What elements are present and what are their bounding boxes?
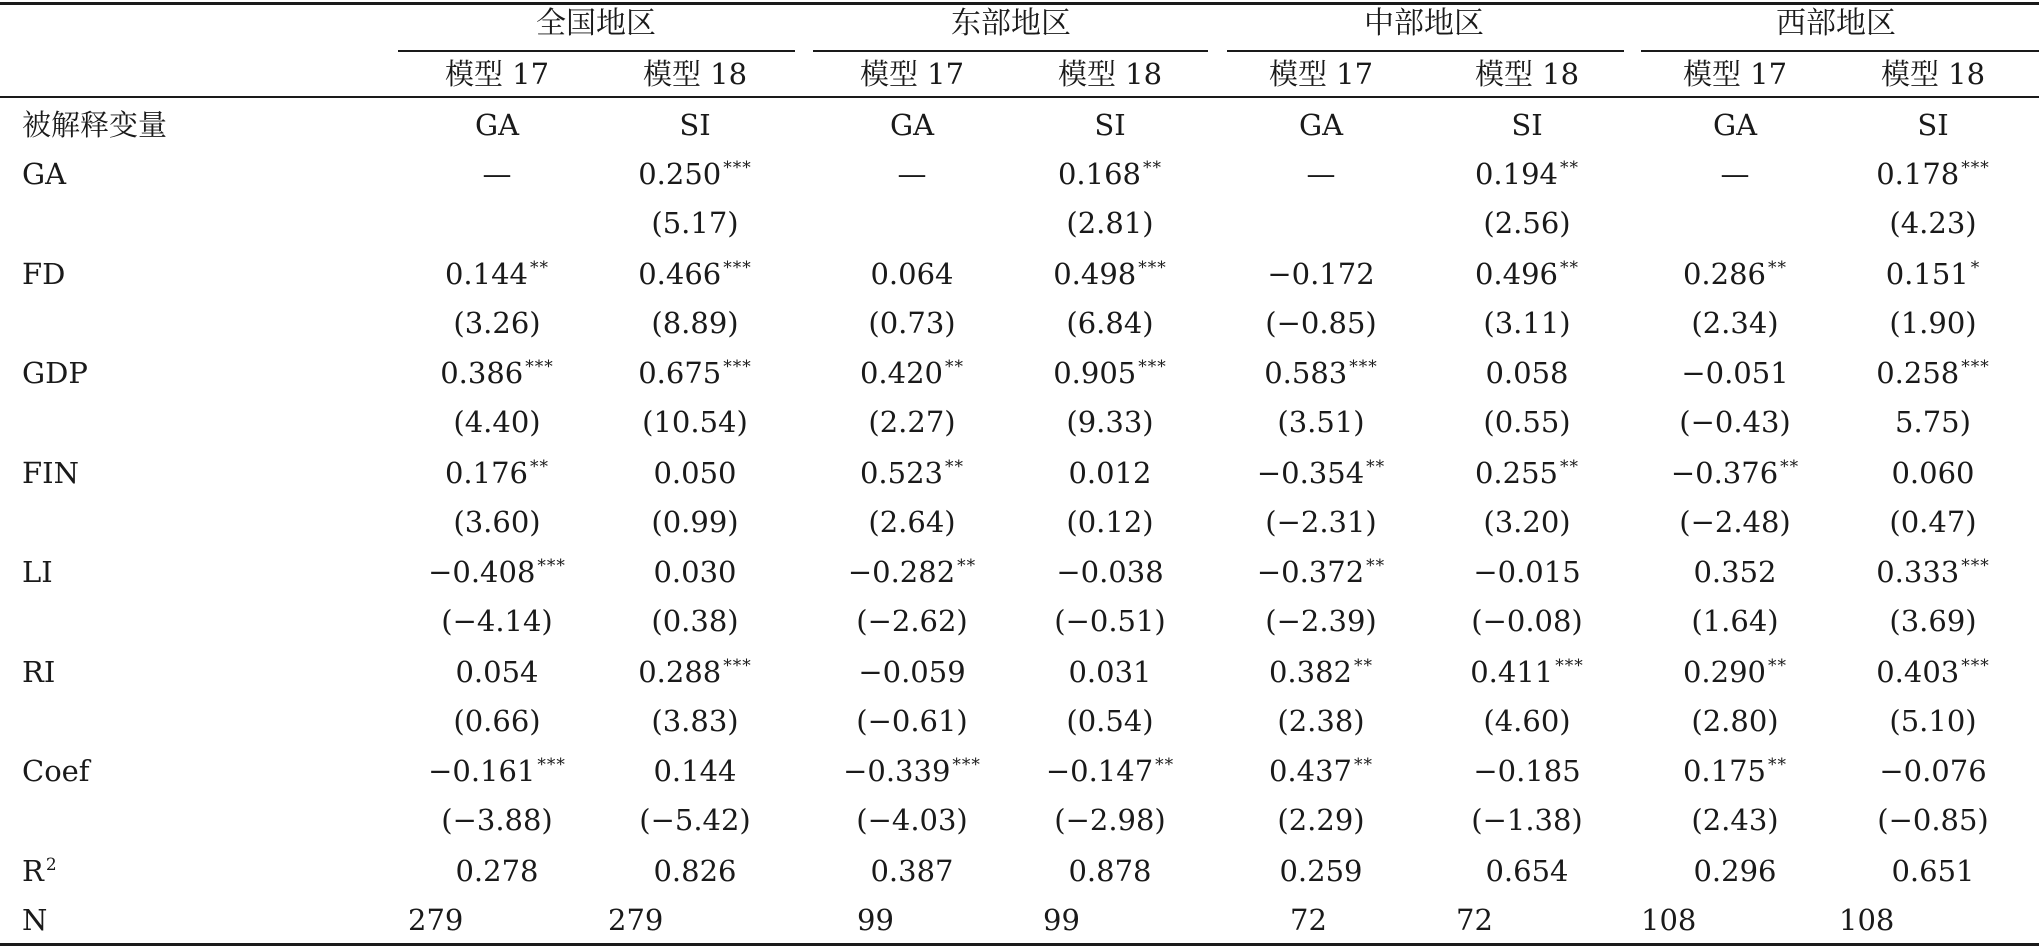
- n-value: 72: [1456, 903, 1493, 937]
- t-stat-cell: (−2.48): [1679, 504, 1791, 539]
- t-stat-cell: (2.81): [1066, 206, 1154, 240]
- dep-var-value: GA: [889, 108, 935, 142]
- n-value: 72: [1290, 903, 1327, 937]
- region-header: 中部地区: [1364, 6, 1484, 41]
- r2-value: 0.296: [1693, 854, 1777, 888]
- significance-stars: **: [1354, 655, 1374, 676]
- t-stat-cell: (3.26): [453, 305, 541, 340]
- coef-value: 0.288: [638, 654, 722, 689]
- t-stat-cell: (3.83): [651, 703, 739, 738]
- significance-stars: ***: [1555, 655, 1584, 676]
- t-stat-cell: (5.10): [1889, 703, 1977, 738]
- coef-value: 0.050: [653, 455, 737, 490]
- coef-value: 0.255: [1474, 455, 1559, 490]
- t-stat-cell: (0.12): [1066, 504, 1154, 539]
- significance-stars: **: [957, 556, 977, 577]
- coef-value: 0.386: [440, 356, 524, 390]
- coef-cell: [1693, 554, 1776, 590]
- t-stat-cell: (−4.03): [856, 803, 968, 837]
- coef-cell: [1056, 554, 1163, 590]
- significance-stars: ***: [537, 755, 566, 776]
- coef-value: −0.185: [1473, 754, 1581, 788]
- coef-cell: [1876, 654, 1990, 690]
- coef-value: 0.151: [1885, 256, 1969, 291]
- coef-value: 0.175: [1682, 754, 1767, 788]
- t-stat-cell: (0.38): [651, 604, 739, 638]
- coef-cell: [1264, 355, 1378, 391]
- coef-value: 0.168: [1057, 157, 1142, 191]
- coef-value: −0.076: [1879, 754, 1987, 788]
- coef-cell: [1475, 455, 1579, 491]
- t-stat-cell: (2.38): [1277, 703, 1365, 738]
- coef-cell: [1891, 455, 1974, 491]
- r2-value: 0.651: [1891, 854, 1975, 888]
- t-stat-cell: (0.66): [453, 703, 541, 738]
- t-stat-cell: (−4.14): [441, 604, 553, 638]
- t-stat-cell: (4.40): [453, 405, 541, 439]
- coef-value: 0.382: [1268, 654, 1353, 689]
- model-header: 模型 17: [1268, 57, 1374, 91]
- significance-stars: **: [1354, 755, 1374, 776]
- coef-cell: [428, 554, 566, 590]
- coef-cell: [1068, 455, 1151, 491]
- coef-cell: [1876, 554, 1990, 590]
- t-stat-cell: (1.90): [1889, 305, 1977, 340]
- coef-cell: [1683, 753, 1787, 789]
- n-value: 108: [1839, 903, 1895, 937]
- significance-stars: ***: [1961, 556, 1990, 577]
- coef-value: 0.411: [1470, 654, 1554, 689]
- dep-var-value: SI: [1917, 108, 1949, 142]
- significance-stars: **: [530, 456, 550, 477]
- coef-value: 0.178: [1876, 157, 1960, 191]
- t-stat-cell: (−2.62): [856, 604, 968, 638]
- t-stat-cell: (4.60): [1483, 703, 1571, 738]
- n-value: 279: [608, 903, 664, 937]
- model-header: 模型 18: [1474, 57, 1580, 91]
- significance-stars: ***: [537, 556, 566, 577]
- coef-cell: [1879, 753, 1986, 789]
- t-stat-cell: (0.73): [868, 305, 956, 340]
- coef-value: −0.376: [1670, 455, 1779, 490]
- coef-value: 0.258: [1876, 356, 1960, 390]
- significance-stars: **: [1366, 556, 1386, 577]
- significance-stars: **: [1143, 158, 1163, 179]
- coef-value: —: [1306, 157, 1336, 191]
- t-stat-cell: (−0.85): [1265, 305, 1377, 340]
- coef-cell: [638, 156, 752, 192]
- dep-var-value: GA: [1298, 108, 1344, 142]
- significance-stars: **: [1780, 456, 1800, 477]
- coef-value: 0.437: [1268, 754, 1353, 788]
- region-header: 全国地区: [536, 6, 656, 41]
- coef-value: 0.060: [1891, 455, 1975, 490]
- region-header: 东部地区: [951, 6, 1071, 41]
- coef-cell: [1257, 455, 1385, 491]
- region-rule: [398, 50, 795, 52]
- coef-cell: [860, 455, 964, 491]
- coef-value: 0.064: [870, 256, 954, 291]
- coef-value: 0.403: [1876, 654, 1960, 689]
- coef-cell: [1267, 256, 1374, 292]
- t-stat-cell: (−0.61): [856, 703, 968, 738]
- t-stat-cell: (4.23): [1889, 206, 1977, 240]
- model-header: 模型 18: [1880, 57, 1986, 91]
- model-header: 模型 17: [859, 57, 965, 91]
- coef-cell: [870, 256, 953, 292]
- significance-stars: **: [1560, 456, 1580, 477]
- significance-stars: **: [1366, 456, 1386, 477]
- coef-cell: [1683, 654, 1787, 690]
- r2-value: 0.878: [1068, 854, 1152, 888]
- coef-cell: [1068, 654, 1151, 690]
- significance-stars: ***: [1961, 357, 1990, 378]
- coef-cell: [1058, 156, 1162, 192]
- significance-stars: ***: [723, 158, 752, 179]
- dep-var-value: GA: [1712, 108, 1758, 142]
- coef-value: −0.172: [1267, 256, 1375, 291]
- coef-value: −0.015: [1473, 555, 1581, 589]
- t-stat-cell: (5.17): [651, 206, 739, 240]
- significance-stars: ***: [1961, 158, 1990, 179]
- coef-value: −0.282: [847, 555, 956, 589]
- region-rule: [813, 50, 1208, 52]
- t-stat-cell: (−2.39): [1265, 604, 1377, 638]
- t-stat-cell: (−0.51): [1054, 604, 1166, 638]
- coef-cell: [1257, 554, 1385, 590]
- dep-var-value: SI: [679, 108, 711, 142]
- coef-value: 0.250: [638, 157, 722, 191]
- t-stat-cell: (2.56): [1483, 206, 1571, 240]
- coef-cell: [1475, 256, 1579, 292]
- coef-value: −0.059: [858, 654, 966, 689]
- coef-value: −0.354: [1256, 455, 1365, 490]
- t-stat-cell: (6.84): [1066, 305, 1154, 340]
- region-rule: [1227, 50, 1624, 52]
- t-stat-cell: (0.54): [1066, 703, 1154, 738]
- t-stat-cell: (3.51): [1277, 405, 1365, 439]
- t-stat-cell: (3.20): [1483, 504, 1571, 539]
- t-stat-cell: (2.34): [1691, 305, 1779, 340]
- coef-value: 0.058: [1485, 356, 1569, 390]
- coef-value: 0.176: [444, 455, 529, 490]
- coef-value: —: [1720, 157, 1750, 191]
- r2-value: 0.387: [870, 854, 954, 888]
- coef-value: 0.466: [638, 256, 722, 291]
- model-header: 模型 17: [1682, 57, 1788, 91]
- significance-stars: ***: [952, 755, 981, 776]
- model-header: 模型 18: [642, 57, 748, 91]
- coef-value: −0.339: [843, 754, 951, 788]
- row-label: FD: [22, 256, 66, 291]
- t-stat-cell: (2.43): [1691, 803, 1779, 837]
- coef-cell: [440, 355, 554, 391]
- coef-value: 0.420: [859, 356, 944, 390]
- n-value: 108: [1641, 903, 1697, 937]
- bottom-rule: [0, 943, 2039, 946]
- coef-cell: [860, 355, 964, 391]
- significance-stars: ***: [525, 357, 554, 378]
- row-label: RI: [22, 654, 56, 689]
- significance-stars: ***: [1138, 257, 1167, 278]
- t-stat-cell: (10.54): [642, 405, 748, 439]
- coef-value: 0.583: [1264, 356, 1348, 390]
- coef-value: −0.051: [1681, 356, 1789, 390]
- significance-stars: **: [945, 357, 965, 378]
- coef-value: 0.290: [1682, 654, 1767, 689]
- coef-cell: [653, 455, 736, 491]
- significance-stars: ***: [723, 357, 752, 378]
- t-stat-cell: (2.64): [868, 504, 956, 539]
- t-stat-cell: (−1.38): [1471, 803, 1583, 837]
- r2-value: 0.259: [1279, 854, 1363, 888]
- row-label: GA: [22, 157, 67, 191]
- model-header: 模型 17: [444, 57, 550, 91]
- coef-value: −0.372: [1256, 555, 1365, 589]
- coef-cell: [428, 753, 566, 789]
- r2-value: 0.654: [1485, 854, 1569, 888]
- t-stat-cell: (3.60): [453, 504, 541, 539]
- coef-cell: [638, 355, 752, 391]
- row-label: GDP: [22, 356, 88, 390]
- t-stat-cell: (3.69): [1889, 604, 1977, 638]
- t-stat-cell: (−0.08): [1471, 604, 1583, 638]
- coef-cell: [898, 156, 927, 192]
- t-stat-cell: 5.75): [1895, 405, 1971, 439]
- coef-cell: [1269, 654, 1373, 690]
- coef-value: —: [482, 157, 512, 191]
- coef-cell: [848, 554, 976, 590]
- coef-cell: [638, 654, 752, 690]
- coef-cell: [638, 256, 752, 292]
- coef-value: 0.496: [1474, 256, 1559, 291]
- coef-cell: [1470, 654, 1584, 690]
- t-stat-cell: (0.99): [651, 504, 739, 539]
- region-rule: [1641, 50, 2039, 52]
- r2-value: 0.278: [455, 854, 539, 888]
- coef-cell: [1671, 455, 1799, 491]
- coef-cell: [1053, 355, 1167, 391]
- t-stat-cell: (9.33): [1066, 405, 1154, 439]
- significance-stars: ***: [1349, 357, 1378, 378]
- region-header: 西部地区: [1776, 6, 1896, 41]
- t-stat-cell: (−3.88): [441, 803, 553, 837]
- t-stat-cell: (−2.31): [1265, 504, 1377, 539]
- coef-value: 0.031: [1068, 654, 1152, 689]
- dep-var-value: SI: [1511, 108, 1543, 142]
- n-value: 99: [857, 903, 894, 937]
- significance-stars: **: [530, 257, 550, 278]
- header-rule: [0, 96, 2039, 98]
- coef-cell: [843, 753, 981, 789]
- top-rule: [0, 2, 2039, 5]
- coef-value: −0.161: [428, 754, 536, 788]
- coef-cell: [1473, 554, 1580, 590]
- dep-var-value: GA: [474, 108, 520, 142]
- coef-cell: [445, 256, 549, 292]
- row-label: LI: [22, 555, 53, 589]
- r2-letter: R: [22, 854, 44, 888]
- significance-stars: *: [1970, 257, 1981, 278]
- significance-stars: ***: [1138, 357, 1167, 378]
- coef-value: −0.038: [1056, 555, 1164, 589]
- significance-stars: **: [945, 456, 965, 477]
- t-stat-cell: (−2.98): [1054, 803, 1166, 837]
- significance-stars: ***: [723, 257, 752, 278]
- coef-value: 0.194: [1474, 157, 1559, 191]
- coef-value: 0.675: [638, 356, 722, 390]
- n-label: N: [22, 903, 48, 937]
- coef-cell: [1876, 156, 1990, 192]
- coef-value: 0.054: [455, 654, 539, 689]
- coef-cell: [653, 753, 736, 789]
- dep-var-value: SI: [1094, 108, 1126, 142]
- row-label: Coef: [22, 754, 90, 788]
- model-header: 模型 18: [1057, 57, 1163, 91]
- significance-stars: **: [1560, 257, 1580, 278]
- significance-stars: **: [1768, 257, 1788, 278]
- coef-cell: [1473, 753, 1580, 789]
- r2-superscript: 2: [45, 855, 58, 876]
- coef-cell: [653, 554, 736, 590]
- t-stat-cell: (0.47): [1889, 504, 1977, 539]
- significance-stars: **: [1768, 655, 1788, 676]
- coef-value: 0.030: [653, 555, 737, 589]
- coef-value: 0.352: [1693, 555, 1777, 589]
- significance-stars: **: [1768, 755, 1788, 776]
- coef-cell: [1269, 753, 1373, 789]
- coef-cell: [1876, 355, 1990, 391]
- coef-cell: [1053, 256, 1167, 292]
- coef-value: −0.147: [1045, 754, 1154, 788]
- t-stat-cell: (2.27): [868, 405, 956, 439]
- significance-stars: ***: [723, 655, 752, 676]
- coef-cell: [1721, 156, 1750, 192]
- coef-cell: [483, 156, 512, 192]
- coef-cell: [1475, 156, 1579, 192]
- coef-value: 0.286: [1682, 256, 1767, 291]
- coef-cell: [445, 455, 549, 491]
- t-stat-cell: (3.11): [1483, 305, 1571, 340]
- t-stat-cell: (1.64): [1691, 604, 1779, 638]
- coef-cell: [858, 654, 965, 690]
- n-value: 99: [1043, 903, 1080, 937]
- coef-value: 0.905: [1053, 356, 1137, 390]
- coef-cell: [1485, 355, 1568, 391]
- row-label: FIN: [22, 455, 79, 490]
- coef-cell: [1683, 256, 1787, 292]
- coef-cell: [455, 654, 538, 690]
- t-stat-cell: (0.55): [1483, 405, 1571, 439]
- r2-label: [22, 853, 58, 889]
- dep-var-label: 被解释变量: [22, 108, 168, 142]
- significance-stars: ***: [1961, 655, 1990, 676]
- coef-value: 0.012: [1068, 455, 1152, 490]
- coef-value: 0.498: [1053, 256, 1137, 291]
- n-value: 279: [408, 903, 464, 937]
- t-stat-cell: (−0.43): [1679, 405, 1791, 439]
- t-stat-cell: (8.89): [651, 305, 739, 340]
- coef-value: 0.523: [859, 455, 944, 490]
- t-stat-cell: (2.29): [1277, 803, 1365, 837]
- coef-cell: [1307, 156, 1336, 192]
- r2-value: 0.826: [653, 854, 737, 888]
- coef-value: −0.408: [428, 555, 536, 589]
- coef-value: 0.144: [653, 754, 737, 788]
- coef-value: 0.333: [1876, 555, 1960, 589]
- coef-value: —: [897, 157, 927, 191]
- coef-cell: [1886, 256, 1981, 292]
- significance-stars: **: [1560, 158, 1580, 179]
- t-stat-cell: (2.80): [1691, 703, 1779, 738]
- t-stat-cell: (−5.42): [639, 803, 751, 837]
- t-stat-cell: (−0.85): [1877, 803, 1989, 837]
- significance-stars: **: [1155, 755, 1175, 776]
- coef-cell: [1046, 753, 1174, 789]
- coef-value: 0.144: [444, 256, 529, 291]
- coef-cell: [1681, 355, 1788, 391]
